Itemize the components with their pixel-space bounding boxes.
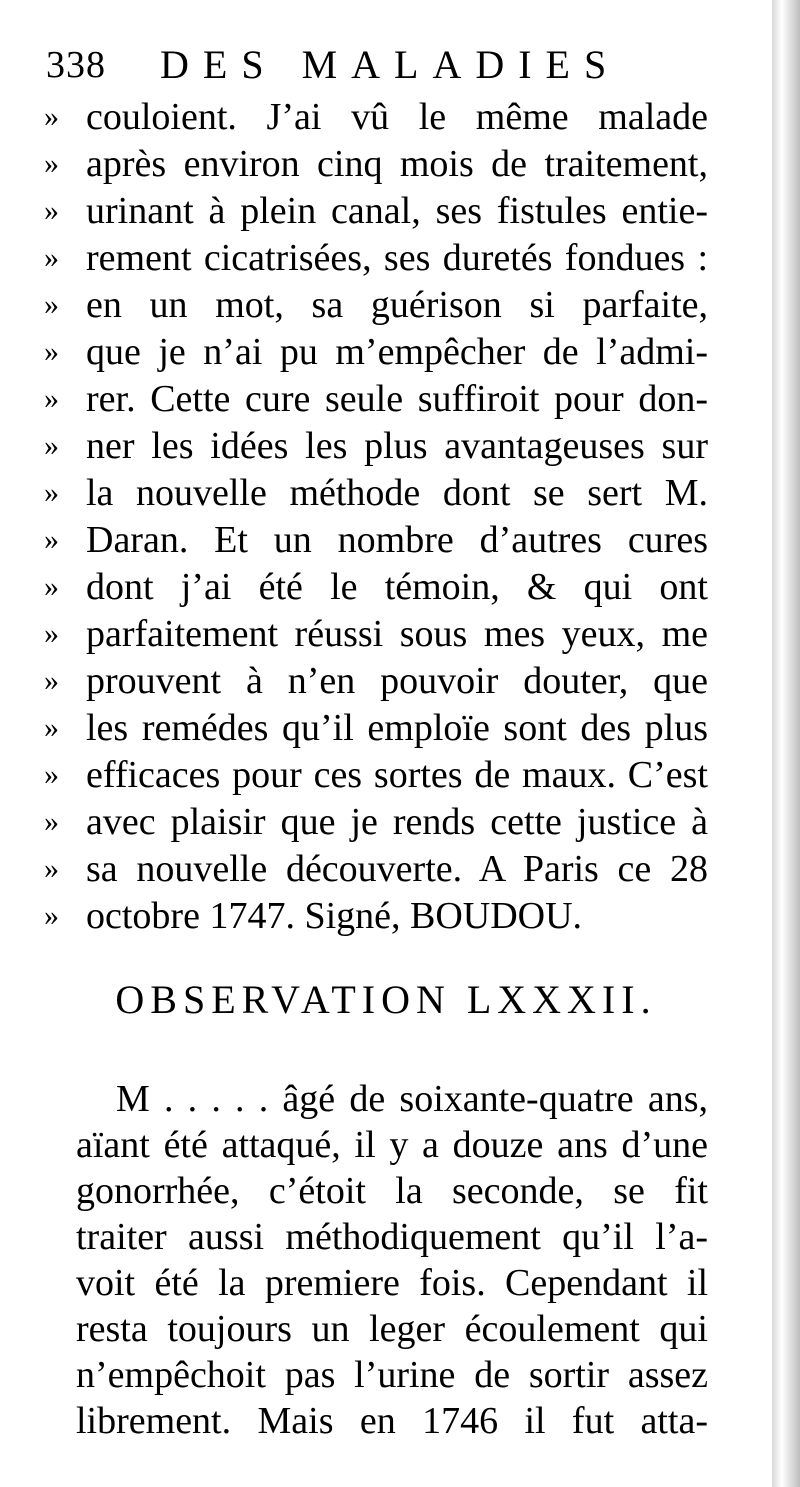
quote-mark: » [44, 335, 59, 368]
quote-mark: » [44, 241, 59, 274]
quote-mark: » [44, 523, 59, 556]
quote-mark: » [44, 711, 59, 744]
quote-mark: » [44, 429, 59, 462]
quote-mark: » [44, 570, 59, 603]
quote-mark: » [44, 100, 59, 133]
book-page: 338 DES MALADIES » couloient. J’ai vû le même malade » après environ cinq mois de traitement, » urinant à plein canal, ses fistules entie- » rement cicatrisées, ses duretés fondues : » en un mot, sa guérison si parfaite, » que je n’ai pu m’empêcher de l’admi- » rer. Cette cure seule suffiroit pour don- » ner les idées les plus avantageuses sur » la nouvelle méthode dont se sert M. » Daran. Et un nombre d’autres cures » dont j’ai été le témoin, & qui ont » parfaitement réussi sous mes yeux, me » prouvent à n’en pouvoir douter, que » les remédes qu’il emploïe sont des plus » efficaces pour ces sortes de maux. C’est » avec plaisir que je rends cette justice à » sa nouvelle découverte. A Paris ce 28 » octobre 1747. Signé, BOUDOU. OBSERVATION LXXXII. M . . . . . âgé de soixante-quatre ans, aïant été attaqué, il y a douze ans d’une gonorrhée, c’étoit la seconde, se fit traiter aussi méthodiquement qu’il l’a- voit été la premiere fois. Cependant il resta toujours un leger écoulement qui n’empêchoit pas l’urine de sortir assez librement. Mais en 1746 il fut atta- [0, 0, 772, 1487]
quote-mark: » [44, 288, 59, 321]
page-number: 338 [46, 44, 106, 86]
quote-mark: » [44, 805, 59, 838]
quote-mark: » [44, 382, 59, 415]
page-edge-shadow [772, 0, 800, 1487]
running-title: DES MALADIES [160, 42, 621, 87]
quote-mark: » [44, 476, 59, 509]
quote-mark: » [44, 617, 59, 650]
quote-mark: » [44, 852, 59, 885]
quote-mark: » [44, 758, 59, 791]
section-heading: OBSERVATION LXXXII. [115, 977, 657, 1022]
quote-mark: » [44, 194, 59, 227]
quote-mark: » [44, 147, 59, 180]
quote-mark: » [44, 664, 59, 697]
quote-mark: » [44, 899, 59, 932]
